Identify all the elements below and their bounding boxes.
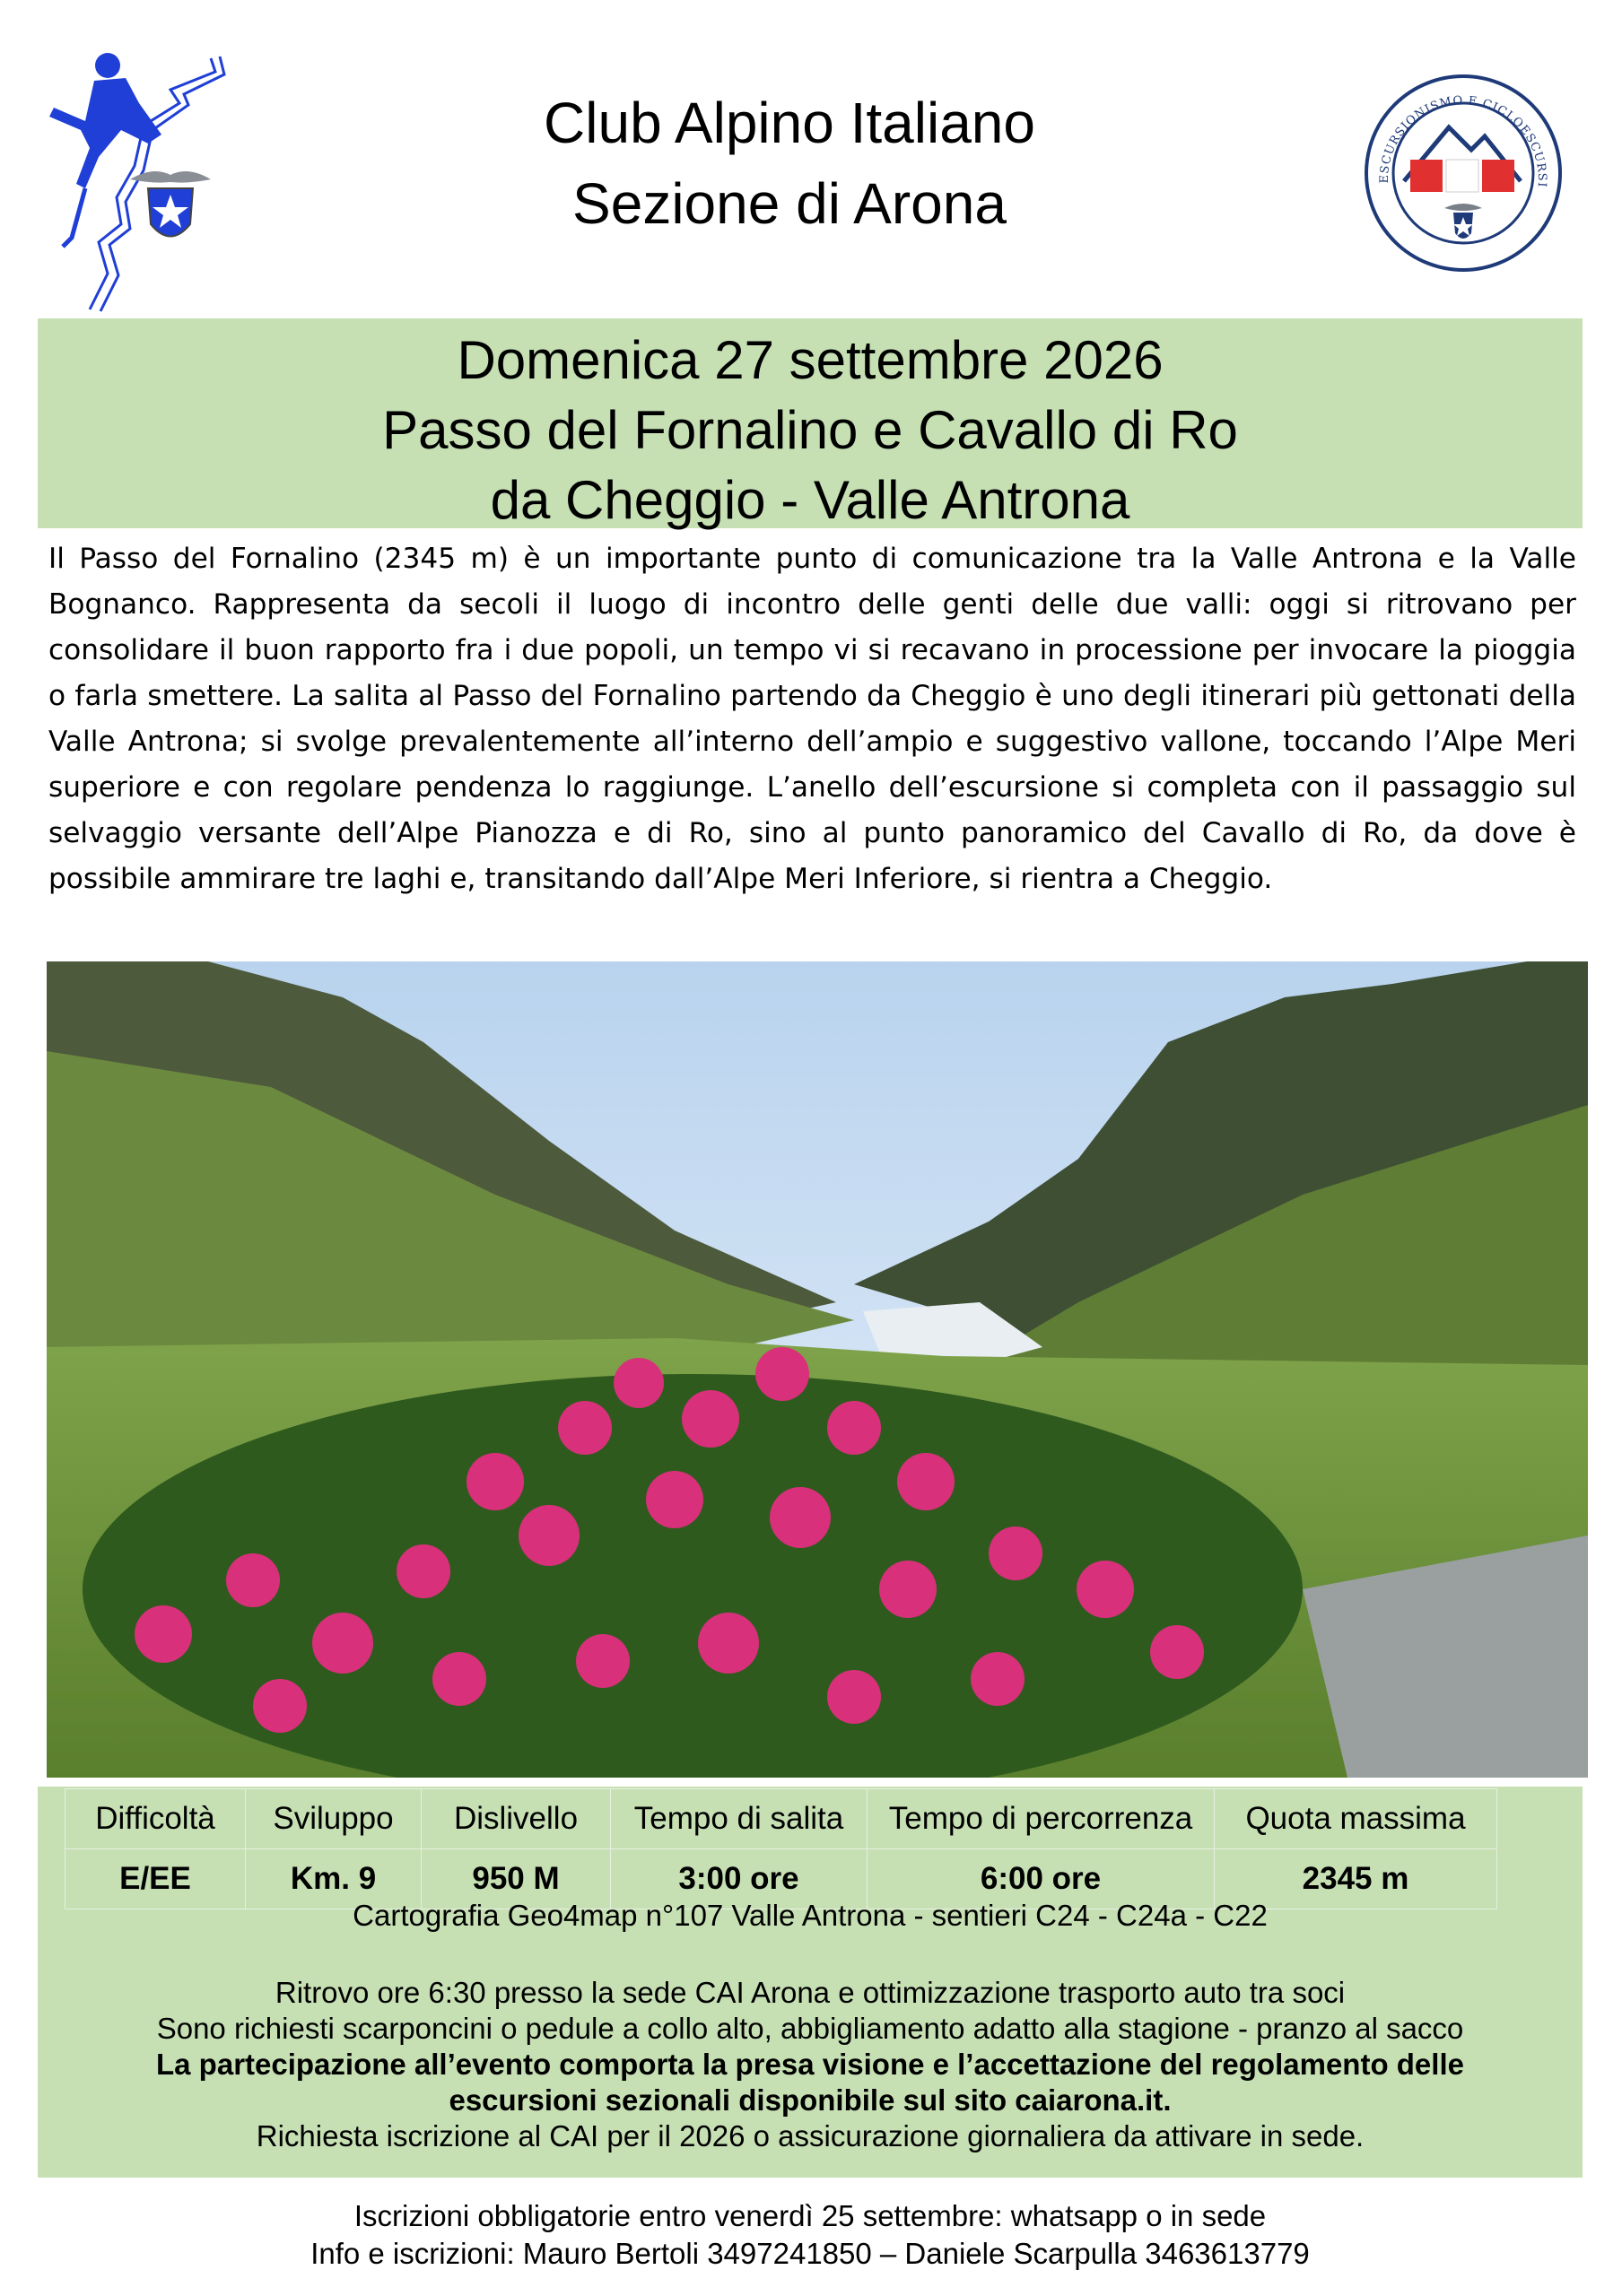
stats-header-difficulty: Difficoltà (65, 1789, 246, 1849)
stats-value-difficulty: E/EE (65, 1849, 246, 1909)
club-section: Sezione di Arona (572, 171, 1007, 236)
hiking-cycling-badge (1364, 74, 1563, 273)
event-name: Passo del Fornalino e Cavallo di Ro (382, 400, 1238, 460)
stats-value-total-time: 6:00 ore (868, 1849, 1215, 1909)
stats-value-length: Km. 9 (246, 1849, 422, 1909)
stats-header-length: Sviluppo (246, 1789, 422, 1849)
event-description: Il Passo del Fornalino (2345 m) è un importante punto di comunicazione tra la Valle Antrona e la Valle Bognanco. Rappresenta da secoli il luogo di incontro delle genti delle due valli: oggi si ritrovano per consolidare il buon rapporto fra i due popoli, un tempo vi si recavano in processione per invocare la pioggia o farla smettere. La salita al Passo del Fornalino partendo da Cheggio è uno degli itinerari più gettonati della Valle Antrona; si svolge prevalentemente all’interno dell’ampio e suggestivo vallone, toccando l’Alpe Meri superiore e con regolare pendenza lo raggiunge. L’anello dell’escursione si completa con il passaggio sul selvaggio versante dell’Alpe Pianozza e di Ro, sino al punto panoramico del Cavallo di Ro, da dove è possibile ammirare tre laghi e, transitando dall’Alpe Meri Inferiore, si rientra a Cheggio. (48, 543, 1576, 895)
rules-note-line2: escursioni sezionali disponibile sul sito caiarona.it. (449, 2083, 1172, 2117)
event-start-location: da Cheggio - Valle Antrona (490, 470, 1130, 530)
badge-ring-text: ESCURSIONISMO E CICLOESCURSI (1377, 93, 1549, 188)
route-stats-table (65, 1788, 1497, 1909)
contact-info: Info e iscrizioni: Mauro Bertoli 3497241850 – Daniele Scarpulla 3463613779 (310, 2237, 1310, 2270)
valley-rhododendron-photo (47, 961, 1588, 1778)
club-title (341, 83, 1238, 244)
cai-climber-logo (36, 40, 260, 314)
event-banner (38, 318, 1583, 528)
meeting-point-note: Ritrovo ore 6:30 presso la sede CAI Arona e ottimizzazione trasporto auto tra soci (275, 1976, 1346, 2009)
event-info-box (38, 1787, 1583, 2178)
equipment-note: Sono richiesti scarponcini o pedule a collo alto, abbigliamento adatto alla stagione - pranzo al sacco (156, 2012, 1464, 2045)
stats-header-ascent-time: Tempo di salita (611, 1789, 868, 1849)
cartography-note: Cartografia Geo4map n°107 Valle Antrona - sentieri C24 - C24a - C22 (353, 1899, 1268, 1932)
stats-value-ascent-time: 3:00 ore (611, 1849, 868, 1909)
stats-value-max-altitude: 2345 m (1215, 1849, 1497, 1909)
event-date: Domenica 27 settembre 2026 (457, 330, 1164, 390)
stats-header-total-time: Tempo di percorrenza (868, 1789, 1215, 1849)
stats-header-elevation: Dislivello (422, 1789, 611, 1849)
registration-deadline: Iscrizioni obbligatorie entro venerdì 25 settembre: whatsapp o in sede (353, 2199, 1267, 2232)
rules-note-line1: La partecipazione all’evento comporta la presa visione e l’accettazione del regolamento delle (156, 2048, 1464, 2081)
cai-eagle-emblem (130, 171, 211, 237)
stats-value-elevation: 950 M (422, 1849, 611, 1909)
stats-header-row (65, 1789, 1497, 1849)
club-name: Club Alpino Italiano (544, 91, 1035, 155)
stats-header-max-altitude: Quota massima (1215, 1789, 1497, 1849)
insurance-note: Richiesta iscrizione al CAI per il 2026 o assicurazione giornaliera da attivare in sede. (256, 2119, 1365, 2152)
